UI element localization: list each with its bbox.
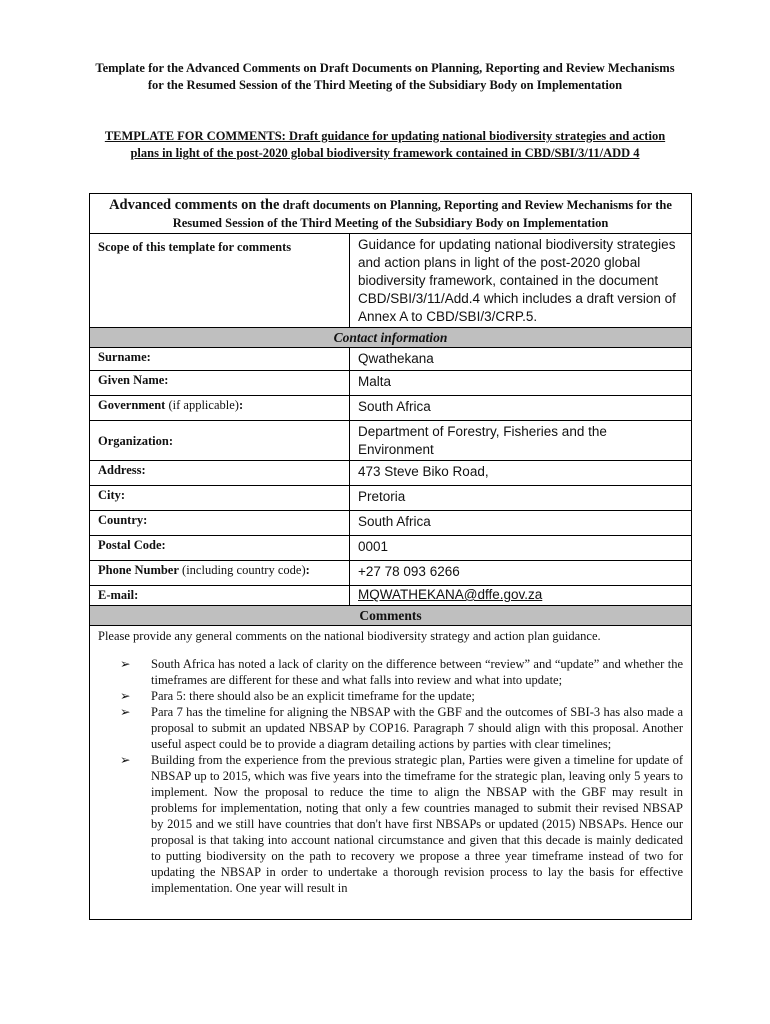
- comments-prompt: Please provide any general comments on the national biodiversity strategy and action plan guidance.: [98, 629, 601, 643]
- template-subheading: TEMPLATE FOR COMMENTS: Draft guidance for updating national biodiversity strategies and action plans in light of the post-2020 global biodiversity framework contained in CBD/SBI/3/11/ADD 4: [104, 129, 666, 160]
- arrow-bullet-icon: ➢: [120, 705, 131, 719]
- government-label: [90, 396, 350, 421]
- arrow-bullet-icon: ➢: [120, 657, 131, 671]
- city-label: City:: [90, 486, 350, 511]
- comment-item: [120, 656, 683, 688]
- surname-field[interactable]: Qwathekana: [350, 348, 692, 371]
- given-name-label: Given Name:: [90, 371, 350, 396]
- comment-text: Building from the experience from the previous strategic plan, Parties were given a timeline for update of NBSAP up to 2015, which was five years into the timeframe for the strategic plan, leaving only 5 years to implement. Now the proposal to reduce the time to align the NBSAP with the GBF may result in problems for implementation, noting that only a few countries managed to submit their revised NBSAP by 2015 and we still have countries that don't have first NBSAPs or updated (2015) NBSAPs. Hence our proposal is that taking into account national circumstance and given that this decade is mainly dedicated to putting biodiversity on the path to recovery we propose a three year timeframe instead of two for updating the NBSAP in order to undertake a thorough revision process to lay the basis for effective implementation. One year will result in: [151, 753, 683, 895]
- arrow-bullet-icon: ➢: [120, 753, 131, 767]
- scope-label: Scope of this template for comments: [90, 234, 350, 328]
- government-label-note: (if applicable): [165, 398, 239, 412]
- comment-item: [120, 752, 683, 896]
- city-field[interactable]: Pretoria: [350, 486, 692, 511]
- organization-field[interactable]: Department of Forestry, Fisheries and the Environment: [350, 421, 692, 461]
- comment-item: [120, 704, 683, 752]
- comment-form-table: [89, 193, 692, 920]
- address-label: Address:: [90, 461, 350, 486]
- comment-text: South Africa has noted a lack of clarity on the difference between “review” and “update” and whether the timeframes are different for these and what falls into review and what into update;: [151, 657, 683, 687]
- country-field[interactable]: South Africa: [350, 511, 692, 536]
- postal-code-label: Postal Code:: [90, 536, 350, 561]
- document-heading: Template for the Advanced Comments on Draft Documents on Planning, Reporting and Review Mechanisms for the Resumed Session of the Third Meeting of the Subsidiary Body on Implementation: [95, 61, 675, 92]
- comment-item: [120, 688, 683, 704]
- arrow-bullet-icon: ➢: [120, 689, 131, 703]
- email-label: E-mail:: [90, 586, 350, 606]
- government-label-colon: :: [238, 398, 244, 412]
- comment-text: Para 5: there should also be an explicit timeframe for the update;: [151, 689, 475, 703]
- scope-value: Guidance for updating national biodiversity strategies and action plans in light of the post-2020 global biodiversity framework, contained in the document CBD/SBI/3/11/Add.4 which includes a draft version of Annex A to CBD/SBI/3/CRP.5.: [350, 234, 692, 328]
- organization-label: Organization:: [90, 421, 350, 461]
- government-field[interactable]: South Africa: [350, 396, 692, 421]
- form-title-rest: draft documents on Planning, Reporting and Review Mechanisms for the Resumed Session of the Third Meeting of the Subsidiary Body on Implementation: [172, 198, 672, 230]
- comments-list: [98, 656, 683, 896]
- phone-label-text: Phone Number: [98, 563, 179, 577]
- phone-label-colon: :: [305, 563, 310, 577]
- email-link[interactable]: MQWATHEKANA@dffe.gov.za: [358, 587, 543, 602]
- comment-text: Para 7 has the timeline for aligning the NBSAP with the GBF and the outcomes of SBI-3 has also made a proposal to submit an updated NBSAP by COP16. Paragraph 7 should align with this proposal. Another useful aspect could be to provide a diagram detailing actions by parties with clear timelines;: [151, 705, 683, 751]
- surname-label: Surname:: [90, 348, 350, 371]
- form-title-lead: Advanced comments on the: [109, 197, 280, 213]
- contact-information-header: Contact information: [90, 328, 692, 348]
- address-field[interactable]: 473 Steve Biko Road,: [350, 461, 692, 486]
- country-label: Country:: [90, 511, 350, 536]
- phone-label-note: (including country code): [178, 563, 306, 577]
- comments-area[interactable]: [90, 626, 692, 920]
- postal-code-field[interactable]: 0001: [350, 536, 692, 561]
- given-name-field[interactable]: Malta: [350, 371, 692, 396]
- phone-field[interactable]: +27 78 093 6266: [350, 561, 692, 586]
- phone-label: [90, 561, 350, 586]
- form-title: [90, 194, 692, 234]
- government-label-text: Government: [98, 398, 166, 412]
- comments-header: Comments: [90, 606, 692, 626]
